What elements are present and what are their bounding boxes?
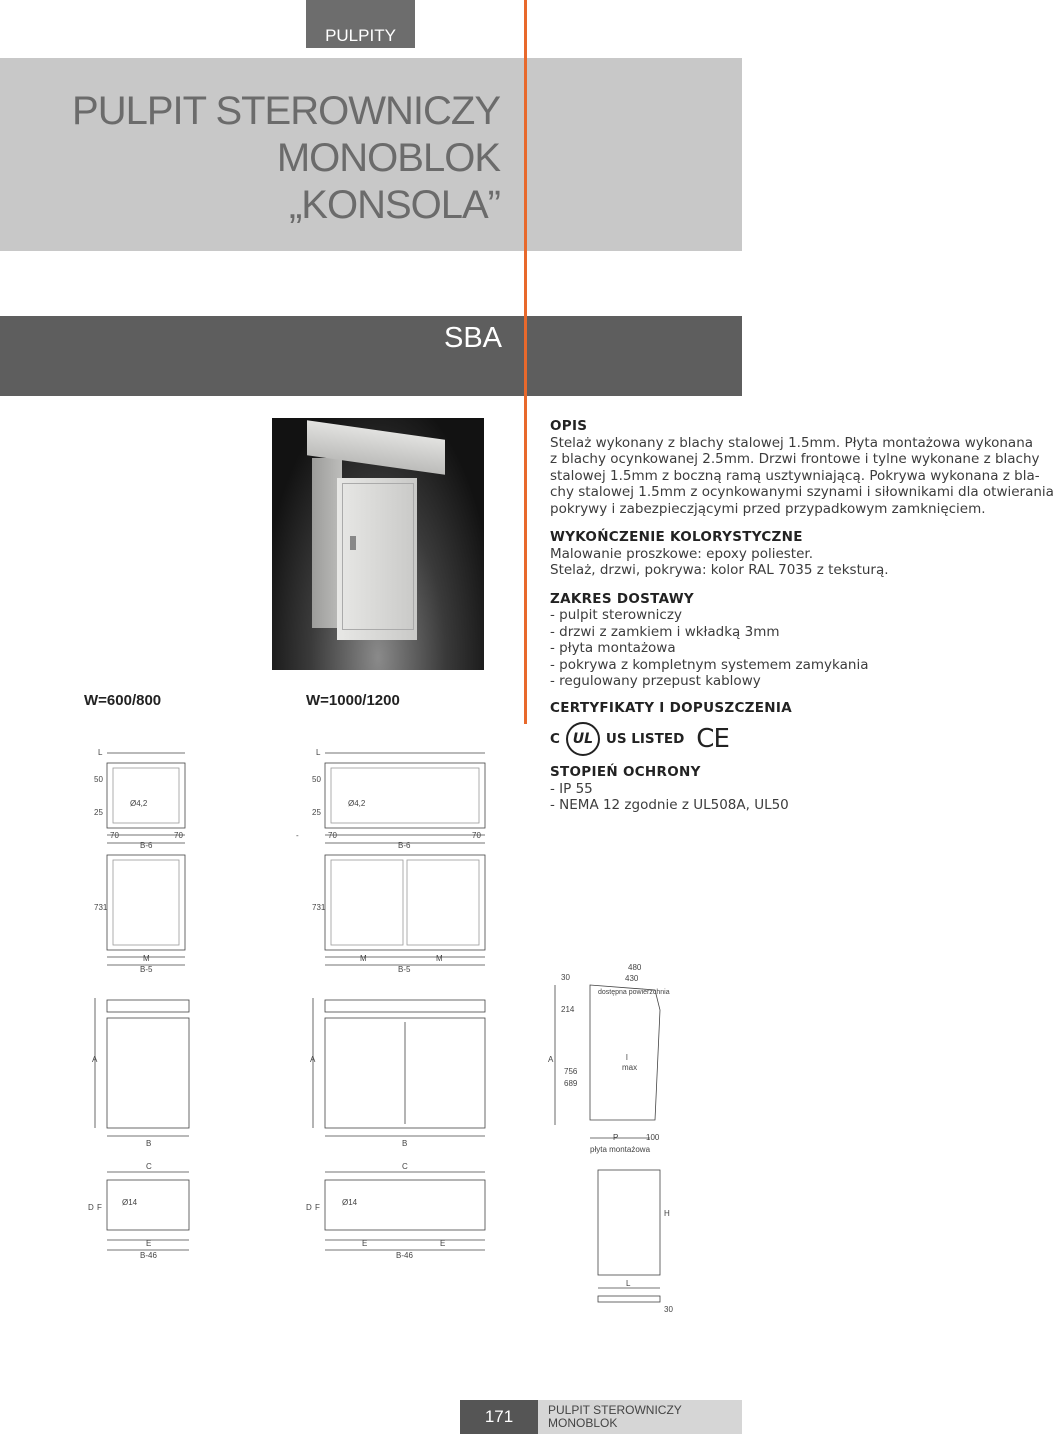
label-D-large: D xyxy=(306,1203,312,1212)
ul-text: UL xyxy=(572,730,594,747)
front-lid-small xyxy=(107,1000,189,1012)
label-L-small: L xyxy=(98,748,103,757)
label-E-large-a: E xyxy=(362,1239,368,1248)
page-number: 171 xyxy=(460,1400,538,1434)
frame-small-inner xyxy=(113,860,179,945)
footer-line-2: MONOBLOK xyxy=(548,1416,618,1430)
label-B6-large: B-6 xyxy=(398,841,411,850)
scope-line: - pokrywa z kompletnym systemem zamykania xyxy=(550,656,869,673)
product-code: SBA xyxy=(444,322,503,354)
label-L-large: L xyxy=(316,748,321,757)
column-heading-left: W=600/800 xyxy=(84,692,162,709)
label-50-small: 50 xyxy=(94,775,103,784)
front-lid-large xyxy=(325,1000,485,1012)
label-B6-small: B-6 xyxy=(140,841,153,850)
label-480: 480 xyxy=(628,963,642,972)
label-731-large: 731 xyxy=(312,903,326,912)
finish-line: Malowanie proszkowe: epoxy poliester. xyxy=(550,545,813,562)
top-view-small-inner xyxy=(113,768,179,823)
label-70-c: 70 xyxy=(328,831,337,840)
label-M-large-a: M xyxy=(360,954,367,963)
label-214: 214 xyxy=(561,1005,575,1014)
top-view-large xyxy=(325,763,485,828)
finish-line: Stelaż, drzwi, pokrywa: kolor RAL 7035 z teksturą. xyxy=(550,562,889,578)
label-A-small: A xyxy=(92,1055,98,1064)
column-heading-right: W=1000/1200 xyxy=(306,692,400,709)
cert-listed: US LISTED xyxy=(605,730,685,747)
label-70-d: 70 xyxy=(472,831,481,840)
label-25-small: 25 xyxy=(94,808,103,817)
top-view-large-inner xyxy=(331,768,479,823)
ip-heading: STOPIEŃ OCHRONY xyxy=(550,764,701,780)
label-B46-small: B-46 xyxy=(140,1251,157,1260)
label-A-side: A xyxy=(548,1055,554,1064)
label-l: l xyxy=(626,1053,628,1062)
label-D-small: D xyxy=(88,1203,94,1212)
cert-heading: CERTYFIKATY I DOPUSZCZENIA xyxy=(550,699,792,716)
label-70-b: 70 xyxy=(174,831,183,840)
label-F-small: F xyxy=(97,1203,102,1212)
label-100: 100 xyxy=(646,1133,660,1142)
scope-line: - pulpit sterowniczy xyxy=(550,607,682,623)
plate-edge xyxy=(598,1296,660,1302)
label-M-large-b: M xyxy=(436,954,443,963)
title-line-3: „KONSOLA” xyxy=(288,183,500,227)
opis-line: pokrywy i zabezpieczjącymi przed przypadkowym zamknięciem. xyxy=(550,500,986,517)
label-H: H xyxy=(664,1209,670,1218)
label-B-large: B xyxy=(402,1139,408,1148)
opis-line: z blachy ocynkowanej 2.5mm. Drzwi frontowe i tylne wykonane z blachy xyxy=(550,451,1040,467)
label-P: P xyxy=(613,1133,619,1142)
label-C-small: C xyxy=(146,1162,152,1171)
label-25-large: 25 xyxy=(312,808,321,817)
scope-line: - płyta montażowa xyxy=(550,640,676,656)
opis-line: Stelaż wykonany z blachy stalowej 1.5mm. Płyta montażowa wykonana xyxy=(550,434,1034,451)
label-30-side: 30 xyxy=(561,973,570,982)
label-B-small: B xyxy=(146,1139,152,1148)
opis-heading: OPIS xyxy=(550,418,588,434)
label-hole14-large: Ø14 xyxy=(342,1198,358,1207)
label-B46-large: B-46 xyxy=(396,1251,413,1260)
label-731-small: 731 xyxy=(94,903,108,912)
label-F-large: F xyxy=(315,1203,320,1212)
label-E-small: E xyxy=(146,1239,152,1248)
title-line-2: MONOBLOK xyxy=(276,136,500,180)
label-dash: - xyxy=(296,831,299,840)
label-L-plate: L xyxy=(626,1279,631,1288)
label-689: 689 xyxy=(564,1079,578,1088)
label-430: 430 xyxy=(625,974,639,983)
label-B5-small: B-5 xyxy=(140,965,153,974)
opis-line: stalowej 1.5mm z boczną ramą usztywniającą. Pokrywa wykonana z bla- xyxy=(550,467,1040,484)
frame-large xyxy=(325,855,485,950)
frame-large-left xyxy=(331,860,403,945)
label-M-small: M xyxy=(143,954,150,963)
frame-small xyxy=(107,855,185,950)
label-30-plate: 30 xyxy=(664,1305,673,1314)
footer-line-1: PULPIT STEROWNICZY xyxy=(548,1403,682,1417)
base-small xyxy=(107,1180,189,1230)
ce-mark-icon: CE xyxy=(696,723,729,754)
finish-heading: WYKOŃCZENIE KOLORYSTYCZNE xyxy=(550,529,803,545)
scope-heading: ZAKRES DOSTAWY xyxy=(550,590,695,607)
label-E-large-b: E xyxy=(440,1239,446,1248)
label-max: max xyxy=(622,1063,638,1072)
label-surface-top: dostępna powierzchnia xyxy=(598,989,670,996)
frame-large-right xyxy=(407,860,479,945)
footer-caption xyxy=(548,1404,682,1430)
section-tab-label: PULPITY xyxy=(325,26,396,45)
label-hole-small: Ø4,2 xyxy=(130,799,148,808)
top-view-small xyxy=(107,763,185,828)
label-hole-large: Ø4,2 xyxy=(348,799,366,808)
ip-line: - NEMA 12 zgodnie z UL508A, UL50 xyxy=(550,797,789,813)
cert-c: C xyxy=(550,730,560,747)
opis-line: chy stalowej 1.5mm z ocynkowanymi szynami i siłownikami dla otwierania xyxy=(550,484,1054,500)
label-C-large: C xyxy=(402,1162,408,1171)
label-70-a: 70 xyxy=(110,831,119,840)
scope-line: - drzwi z zamkiem i wkładką 3mm xyxy=(550,623,780,640)
label-hole14-small: Ø14 xyxy=(122,1198,138,1207)
label-50-large: 50 xyxy=(312,775,321,784)
label-756: 756 xyxy=(564,1067,578,1076)
scope-line: - regulowany przepust kablowy xyxy=(550,673,761,689)
label-A-large: A xyxy=(310,1055,316,1064)
ip-line: - IP 55 xyxy=(550,780,593,797)
side-view xyxy=(590,985,660,1120)
front-body-small xyxy=(107,1018,189,1128)
title-line-1: PULPIT STEROWNICZY xyxy=(72,89,500,133)
mounting-plate xyxy=(598,1170,660,1275)
label-plate: płyta montażowa xyxy=(590,1145,651,1154)
label-B5-large: B-5 xyxy=(398,965,411,974)
